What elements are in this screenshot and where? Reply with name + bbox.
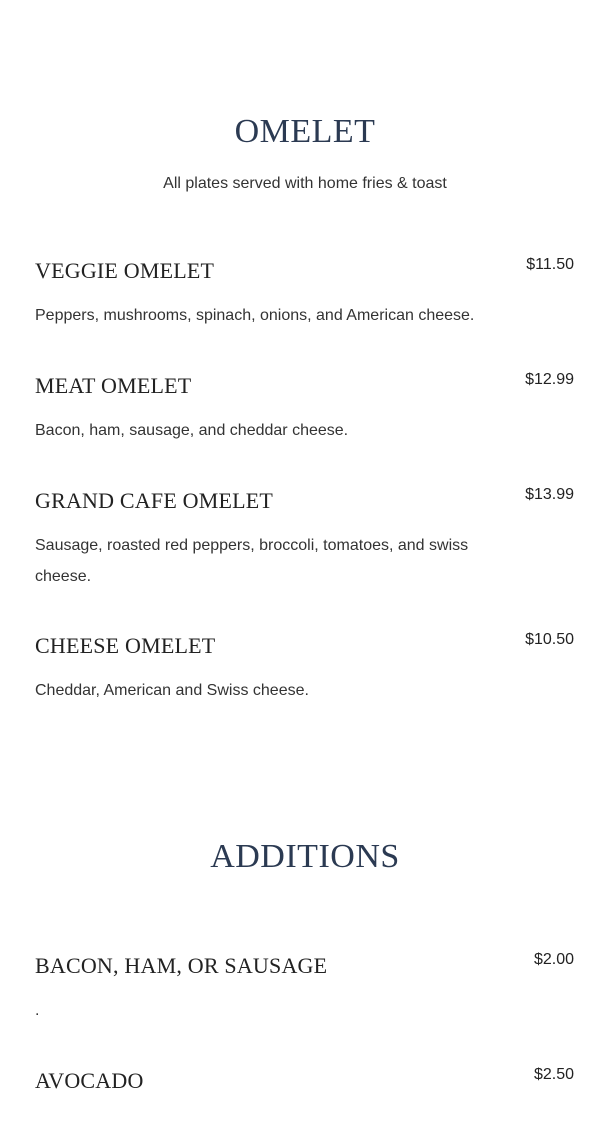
section-subtitle-omelet: All plates served with home fries & toast <box>163 175 447 192</box>
item-name: CHEESE OMELET <box>35 633 216 658</box>
item-name: MEAT OMELET <box>35 373 192 398</box>
item-price: $10.50 <box>525 631 574 648</box>
item-name: BACON, HAM, OR SAUSAGE <box>35 953 328 978</box>
item-name: GRAND CAFE OMELET <box>35 488 274 513</box>
item-price: $2.00 <box>533 951 574 968</box>
item-name: AVOCADO <box>35 1068 144 1093</box>
item-price: $11.50 <box>526 256 574 273</box>
item-price: $13.99 <box>525 486 574 503</box>
section-title-omelet: OMELET <box>234 113 376 150</box>
item-description: Peppers, mushrooms, spinach, onions, and American cheese. <box>35 307 475 324</box>
item-description: Sausage, roasted red peppers, broccoli, tomatoes, and swiss cheese. <box>35 537 469 585</box>
section-title-additions: ADDITIONS <box>210 838 400 875</box>
item-description: Cheddar, American and Swiss cheese. <box>35 682 309 699</box>
item-description: Bacon, ham, sausage, and cheddar cheese. <box>35 422 349 439</box>
item-price: $2.50 <box>533 1066 574 1083</box>
item-name: VEGGIE OMELET <box>35 258 215 283</box>
item-price: $12.99 <box>525 371 574 388</box>
item-description: . <box>35 1002 40 1019</box>
